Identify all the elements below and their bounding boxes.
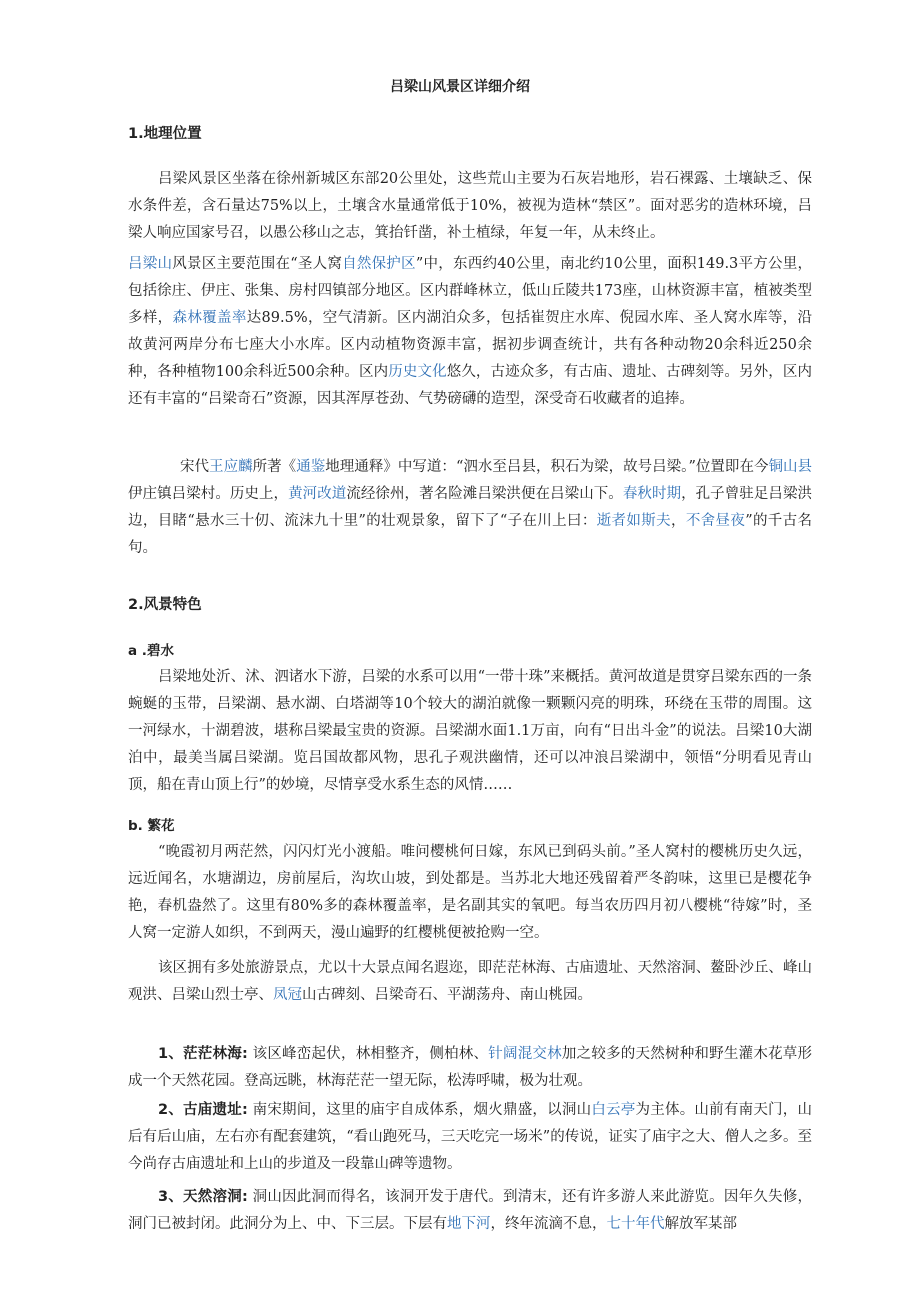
paragraph-spot-temple: 2、古庙遗址: 南宋期间，这里的庙宇自成体系，烟火鼎盛，以洞山白云亭为主体。山前有南天门，山后有后山庙，左右亦有配套建筑，“看山跑死马，三天吃完一场米”的传说，证实了庙宇之大、僧人之多。至今尚存古庙遗址和上山的步道及一段靠山碑等遗物。 [128,1102,813,1172]
paragraph-attractions: 该区拥有多处旅游景点，尤以十大景点闻名遐迩，即茫茫林海、古庙遗址、天然溶洞、鳌卧沙丘、峰山观洪、吕梁山烈士亭、凤冠山古碑刻、吕梁奇石、平湖荡舟、南山桃园。 [128,960,812,1003]
link-baiyun-pavilion[interactable]: 白云亭 [591,1102,636,1118]
link-seventies[interactable]: 七十年代 [606,1216,665,1232]
link-nature-reserve[interactable]: 自然保护区 [342,256,416,272]
link-fengguan[interactable]: 凤冠 [273,987,302,1003]
paragraph-spot-cave: 3、天然溶洞: 洞山因此洞而得名，该洞开发于唐代。到清末，还有许多游人来此游览。因年久失修，洞门已被封闭。此洞分为上、中、下三层。下层有地下河，终年流滴不息，七十年代解放军某部 [128,1189,813,1232]
subheading-water: a .碧水 [128,643,174,659]
paragraph-location-intro: 吕梁风景区坐落在徐州新城区东部20公里处，这些荒山主要为石灰岩地形，岩石裸露、土壤缺乏、保水条件差，含石量达75%以上，土壤含水量通常低于10%，被视为造林“禁区”。面对恶劣的造林环境，吕梁人响应国家号召，以愚公移山之志，箕抬钎凿，补土植绿，年复一年，从未终止。 [128,171,812,241]
link-tongjian[interactable]: 通鉴 [296,459,326,475]
paragraph-water: 吕梁地处沂、沭、泗诸水下游，吕梁的水系可以用“一带十珠”来概括。黄河故道是贯穿吕梁东西的一条蜿蜒的玉带，吕梁湖、悬水湖、白塔湖等10个较大的湖泊就像一颗颗闪亮的明珠，环绕在玉带的周围。这一河绿水，十湖碧波，堪称吕梁最宝贵的资源。吕梁湖水面1.1万亩，向有“日出斗金”的说法。吕梁10大湖泊中，最美当属吕梁湖。览吕国故都风物，思孔子观洪幽情，还可以冲浪吕梁湖中，领悟“分明看见青山顶，船在青山顶上行”的妙境，尽情享受水系生态的风情…… [128,669,812,793]
link-spring-autumn-period[interactable]: 春秋时期 [622,486,682,502]
spot-label: 2、古庙遗址: [158,1102,248,1118]
link-forest-coverage[interactable]: 森林覆盖率 [172,310,247,326]
subheading-flowers: b. 繁花 [128,818,175,834]
link-wang-yinglin[interactable]: 王应麟 [209,459,253,475]
section-heading-features: 2.风景特色 [128,597,202,613]
paragraph-flowers: “晚霞初月两茫然，闪闪灯光小渡船。唯问樱桃何日嫁，东风已到码头前。”圣人窝村的樱桃历史久远，远近闻名，水塘湖边，房前屋后，沟坎山坡，到处都是。当苏北大地还残留着严冬韵味，这里已是樱花争艳，春机盎然了。这里有80%多的森林覆盖率，是名副其实的氧吧。每当农历四月初八樱桃“待嫁”时，圣人窝一定游人如织，不到两天，漫山遍野的红樱桃便被抢购一空。 [128,844,812,941]
paragraph-scenic-range: 吕梁山风景区主要范围在“圣人窝自然保护区”中，东西约40公里，南北约10公里，面积149.3平方公里，包括徐庄、伊庄、张集、房村四镇部分地区。区内群峰林立，低山丘陵共173座，山林资源丰富，植被类型多样，森林覆盖率达89.5%，空气清新。区内湖泊众多，包括崔贺庄水库、倪园水库、圣人窝水库等，沿故黄河两岸分布七座大小水库。区内动植物资源丰富，据初步调查统计，共有各种动物20余科近250余种，各种植物100余科近500余种。区内历史文化悠久，古迹众多，有古庙、遗址、古碑刻等。另外，区内还有丰富的“吕梁奇石”资源，因其浑厚苍劲、气势磅礴的造型，深受奇石收藏者的追捧。 [128,256,813,407]
link-yellow-river-diversion[interactable]: 黄河改道 [288,486,347,502]
paragraph-history: 宋代王应麟所著《通鉴地理通释》中写道：“泗水至吕县，积石为梁，故号吕梁。”位置即在今铜山县伊庄镇吕梁村。历史上，黄河改道流经徐州，著名险滩吕梁洪便在吕梁山下。春秋时期，孔子曾驻足吕梁洪边，目睹“悬水三十仞、流沫九十里”的壮观景象，留下了“子在川上曰：逝者如斯夫，不舍昼夜”的千古名句。 [128,459,813,556]
paragraph-spot-forest: 1、茫茫林海: 该区峰峦起伏，林相整齐，侧柏林、针阔混交林加之较多的天然树种和野生灌木花草形成一个天然花园。登高远眺，林海茫茫一望无际，松涛呼啸，极为壮观。 [128,1046,813,1089]
link-bushe-zhouye[interactable]: 不舍昼夜 [685,513,746,529]
spot-label: 3、天然溶洞: [158,1189,248,1205]
spot-label: 1、茫茫林海: [158,1046,248,1062]
page-title: 吕梁山风景区详细介绍 [390,79,530,95]
link-shizhe-rusi-fu[interactable]: 逝者如斯夫 [596,513,671,529]
section-heading-location: 1.地理位置 [128,126,202,142]
link-history-culture[interactable]: 历史文化 [388,364,447,380]
link-mixed-forest[interactable]: 针阔混交林 [488,1046,562,1062]
link-tongshan-county[interactable]: 铜山县 [768,459,813,475]
link-underground-river[interactable]: 地下河 [447,1216,491,1232]
link-lvliangshan[interactable]: 吕梁山 [128,256,173,272]
